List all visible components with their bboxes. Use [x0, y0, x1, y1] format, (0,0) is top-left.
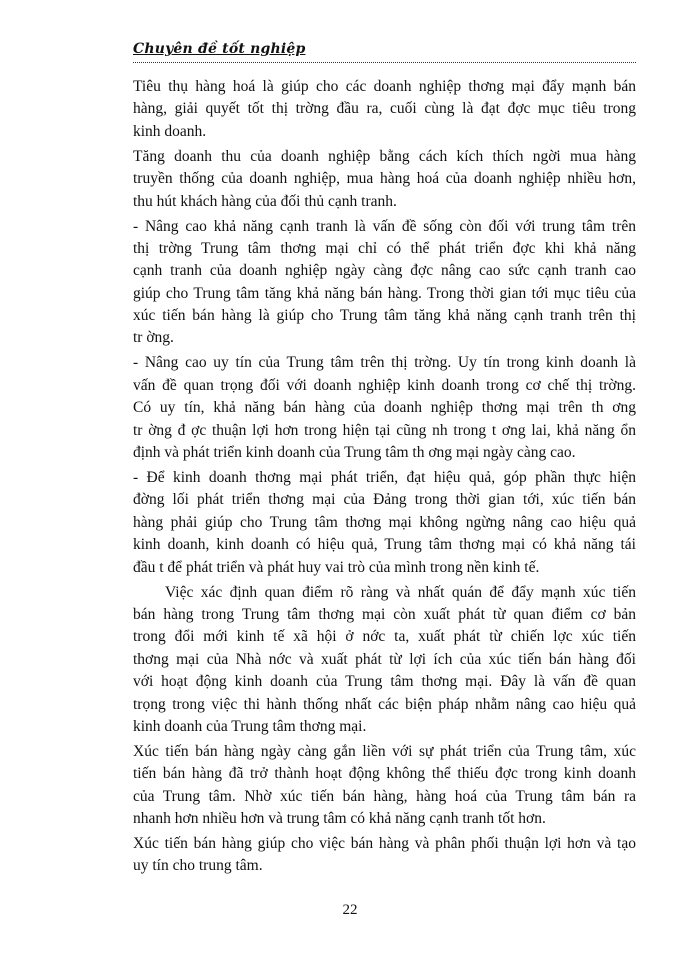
text-line: với hoạt động kinh doanh của Trung tâm thơng mại. Đây là vấn đề quan	[133, 673, 636, 691]
text-line: nhanh hơn nhiều hơn và trung tâm có khả năng cạnh tranh tốt hơn.	[133, 810, 546, 828]
paragraph	[133, 741, 636, 831]
paragraph	[133, 146, 636, 213]
text-line: kinh doanh, kinh doanh có hiệu quả, Trung tâm thơng mại có khả năng tái	[133, 536, 636, 554]
text-line: kinh doanh của Trung tâm thơng mại.	[133, 717, 367, 735]
text-line: cạnh tranh của doanh nghiệp ngày càng đợc nâng cao sức cạnh tranh cao	[133, 262, 636, 280]
text-line: định và phát triển kinh doanh của Trung tâm th ơng mại ngày càng cao.	[133, 444, 576, 462]
paragraph	[133, 582, 636, 739]
text-line: - Để kinh doanh thơng mại phát triển, đạt hiệu quả, góp phần thực hiện	[133, 469, 636, 487]
paragraph	[133, 76, 636, 143]
text-line: kinh doanh.	[133, 122, 207, 140]
text-line: uy tín cho trung tâm.	[133, 857, 263, 875]
paragraph	[133, 833, 636, 878]
text-line: hàng phải giúp cho Trung tâm thơng mại không ngừng nâng cao hiệu quả	[133, 513, 636, 531]
text-line: tr ờng.	[133, 329, 174, 347]
text-line: Việc xác định quan điểm rõ ràng và nhất quán để đẩy mạnh xúc tiến	[165, 583, 636, 601]
text-line: của Trung tâm. Nhờ xúc tiến bán hàng, hàng hoá của Trung tâm bán ra	[133, 787, 636, 805]
text-line: trọng trong việc thi hành thống nhất các biện pháp nhằm nâng cao hiệu quả	[133, 695, 636, 713]
text-line: - Nâng cao uy tín của Trung tâm trên thị trờng. Uy tín trong kinh doanh là	[133, 354, 636, 372]
paragraph	[133, 467, 636, 579]
text-line: - Nâng cao khả năng cạnh tranh là vấn đề sống còn đối với trung tâm trên	[133, 217, 636, 235]
text-line: đầu t để phát triển và phát huy vai trò của mình trong nền kinh tế.	[133, 558, 540, 576]
paragraph	[133, 352, 636, 464]
text-line: trong đổi mới kinh tế xã hội ở nớc ta, xuất phát từ chiến lợc xúc tiến	[133, 628, 636, 646]
text-line: tiến bán hàng đã trở thành hoạt động không thể thiếu đợc trong kinh doanh	[133, 765, 636, 783]
text-line: tr ờng đ ợc thuận lợi hơn trong hiện tại cũng nh trong t ơng lai, khả năng ổn	[133, 421, 636, 439]
text-line: Tăng doanh thu của doanh nghiệp bằng cách kích thích ngời mua hàng	[133, 147, 636, 165]
text-line: Có uy tín, khả năng bán hàng của doanh nghiệp thơng mại trên th ơng	[133, 399, 636, 417]
text-line: Tiêu thụ hàng hoá là giúp cho các doanh nghiệp thơng mại đẩy mạnh bán	[133, 78, 636, 95]
text-line: Xúc tiến bán hàng giúp cho việc bán hàng và phân phối thuận lợi hơn và tạo	[133, 835, 636, 853]
header-title: Chuyên đề tốt nghiệp	[133, 41, 306, 57]
text-line: hàng, giải quyết tốt thị trờng đầu ra, cuối cùng là đạt đợc mục tiêu trong	[133, 100, 636, 118]
text-line: xúc tiến bán hàng là giúp cho Trung tâm tăng khả năng cạnh tranh trên thị	[133, 307, 636, 325]
page-header	[133, 38, 636, 63]
text-line: vấn đề quan trọng đối với doanh nghiệp kinh doanh trong cơ chế thị trờng.	[133, 376, 636, 394]
text-line: truyền thống của doanh nghiệp, mua hàng hoá của doanh nghiệp nhiều hơn,	[133, 170, 636, 188]
page-number: 22	[342, 902, 358, 918]
text-line: giúp cho Trung tâm tăng khả năng bán hàng. Trong thời gian tới mục tiêu của	[133, 284, 636, 302]
text-line: thu hút khách hàng của đối thủ cạnh tranh.	[133, 192, 397, 210]
text-line: thị trờng Trung tâm thơng mại chỉ có thể phát triển đợc khi khả năng	[133, 239, 636, 257]
paragraph	[133, 216, 636, 350]
text-line: đờng lối phát triển thơng mại của Đảng trong thời gian tới, xúc tiến bán	[133, 491, 636, 509]
document-body	[133, 76, 636, 880]
text-line: Xúc tiến bán hàng ngày càng gắn liền với sự phát triển của Trung tâm, xúc	[133, 742, 636, 760]
text-line: bán hàng trong Trung tâm thơng mại còn xuất phát từ quan điểm cơ bản	[133, 605, 636, 623]
text-line: thơng mại của Nhà nớc và xuất phát từ lợi ích của xúc tiến bán hàng đối	[133, 650, 636, 668]
